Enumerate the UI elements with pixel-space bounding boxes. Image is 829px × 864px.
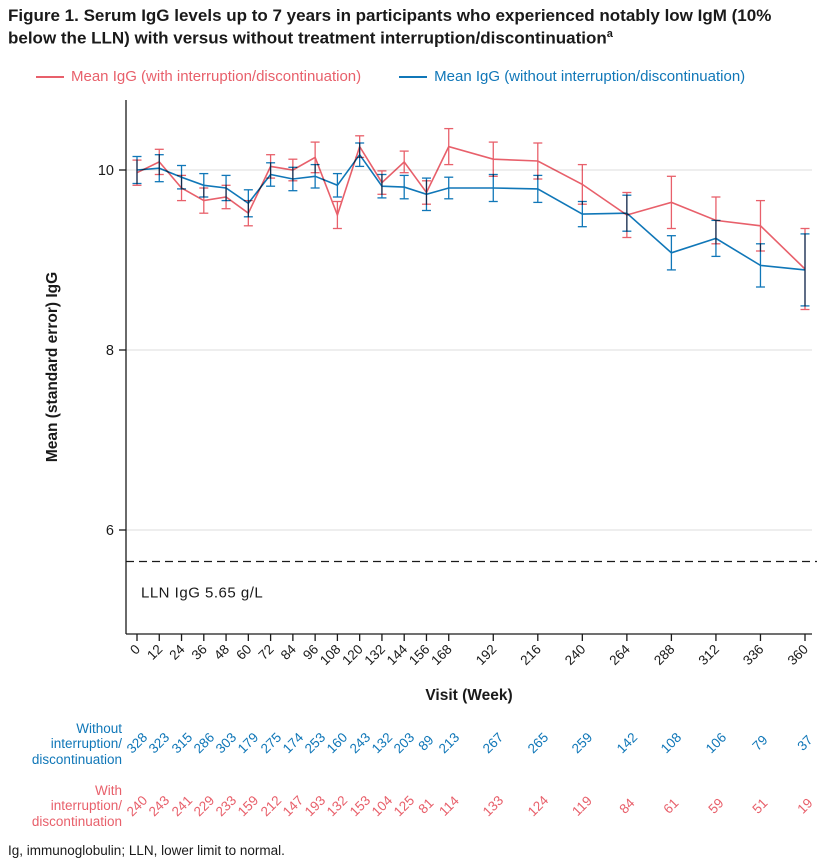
count-value-without: 323 [145, 729, 173, 757]
count-value-with: 19 [794, 795, 816, 817]
x-tick-label: 60 [233, 641, 255, 663]
count-value-without: 37 [794, 732, 816, 754]
legend-item-with [36, 68, 361, 85]
y-tick-label: 6 [105, 523, 114, 539]
count-value-with: 59 [705, 795, 727, 817]
x-tick-label: 72 [255, 641, 277, 663]
count-value-with: 125 [390, 792, 418, 820]
legend-label-with: Mean IgG (with interruption/discontinuation) [71, 68, 362, 85]
y-tick-label: 8 [105, 343, 114, 359]
count-value-with: 114 [435, 793, 462, 819]
count-row-label-line: interruption/ [50, 736, 122, 752]
count-row-label-with [0, 783, 122, 829]
count-value-without: 267 [479, 729, 507, 757]
count-value-without: 174 [279, 729, 307, 757]
x-tick-label: 144 [383, 641, 411, 669]
series-with [133, 129, 810, 310]
count-value-without: 179 [235, 729, 262, 757]
x-tick-label: 312 [695, 641, 723, 669]
count-value-without: 203 [390, 729, 418, 757]
footnote: Ig, immunoglobulin; LLN, lower limit to normal. [8, 843, 285, 858]
x-tick-label: 84 [277, 641, 299, 663]
x-axis-title: Visit (Week) [425, 687, 513, 704]
chart-legend [36, 68, 829, 85]
count-value-without: 132 [368, 729, 396, 757]
x-tick-label: 108 [316, 641, 344, 669]
count-value-without: 243 [346, 729, 373, 757]
count-row-label-line: discontinuation [31, 813, 122, 829]
figure-title-text: Figure 1. Serum IgG levels up to 7 years in participants who experienced notably low IgM (10% below the LLN) with versus without treatment interruption/discontinuation [8, 6, 772, 49]
x-tick-label: 24 [166, 641, 188, 663]
count-value-without: 213 [435, 729, 462, 757]
count-value-with: 241 [168, 792, 195, 820]
count-value-with: 84 [616, 795, 638, 817]
count-value-with: 104 [368, 792, 396, 820]
count-value-without: 303 [212, 729, 240, 757]
count-value-with: 240 [123, 792, 151, 820]
x-tick-label: 288 [650, 641, 678, 669]
count-value-without: 275 [257, 729, 284, 757]
count-value-without: 315 [168, 729, 195, 757]
count-value-with: 233 [212, 792, 240, 820]
count-value-without: 108 [658, 729, 685, 757]
x-tick-label: 264 [606, 641, 633, 669]
count-row-label-without [0, 721, 122, 767]
lln-label: LLN IgG 5.65 g/L [141, 584, 264, 602]
count-value-without: 259 [569, 729, 596, 757]
figure-title [8, 5, 823, 51]
x-tick-label: 96 [300, 641, 322, 663]
count-value-with: 212 [257, 792, 284, 820]
count-row-label-line: discontinuation [31, 751, 122, 767]
count-value-without: 79 [749, 732, 772, 754]
count-value-without: 89 [415, 732, 438, 754]
legend-line-swatch-with [36, 76, 64, 78]
count-value-without: 160 [324, 729, 351, 757]
x-tick-label: 168 [428, 641, 455, 669]
count-value-with: 159 [235, 792, 262, 820]
count-value-with: 132 [324, 792, 351, 820]
legend-item-without [399, 68, 745, 85]
count-value-with: 229 [190, 792, 218, 820]
legend-line-swatch-without [399, 76, 427, 78]
x-tick-label: 216 [517, 641, 544, 669]
count-value-with: 61 [660, 795, 683, 817]
count-value-with: 119 [569, 793, 596, 819]
count-row-label-line: Without [76, 721, 122, 736]
count-value-with: 124 [524, 792, 552, 820]
y-axis-title: Mean (standard error) IgG [44, 271, 61, 463]
x-tick-label: 156 [406, 641, 433, 669]
count-row-label-line: With [95, 783, 122, 798]
count-value-without: 286 [190, 729, 218, 757]
count-value-with: 51 [749, 795, 772, 817]
count-value-without: 328 [123, 729, 151, 757]
count-value-with: 193 [301, 792, 329, 820]
count-value-without: 253 [301, 729, 329, 757]
x-tick-label: 12 [144, 641, 166, 663]
series-without [133, 143, 810, 306]
x-tick-label: 120 [339, 641, 366, 669]
x-tick-label: 132 [361, 641, 389, 669]
figure-title-footnote-marker: a [606, 28, 613, 41]
count-value-with: 81 [415, 795, 438, 817]
count-value-with: 153 [346, 792, 373, 820]
series-line-without [137, 155, 805, 270]
legend-label-without: Mean IgG (without interruption/discontinuation) [434, 68, 746, 85]
count-value-without: 265 [524, 729, 552, 757]
x-tick-label: 240 [561, 641, 589, 669]
x-tick-label: 336 [740, 641, 767, 669]
x-tick-label: 192 [472, 641, 500, 669]
x-tick-label: 48 [210, 641, 233, 663]
count-value-with: 147 [279, 792, 307, 820]
x-tick-label: 360 [784, 641, 812, 669]
count-value-without: 142 [613, 729, 641, 757]
y-tick-label: 10 [97, 163, 114, 179]
series-line-with [137, 147, 805, 269]
count-value-with: 133 [479, 792, 507, 820]
count-value-without: 106 [702, 729, 730, 757]
x-tick-label: 0 [127, 641, 144, 658]
x-tick-label: 36 [188, 641, 210, 663]
count-value-with: 243 [145, 792, 173, 820]
count-row-label-line: interruption/ [50, 798, 122, 814]
